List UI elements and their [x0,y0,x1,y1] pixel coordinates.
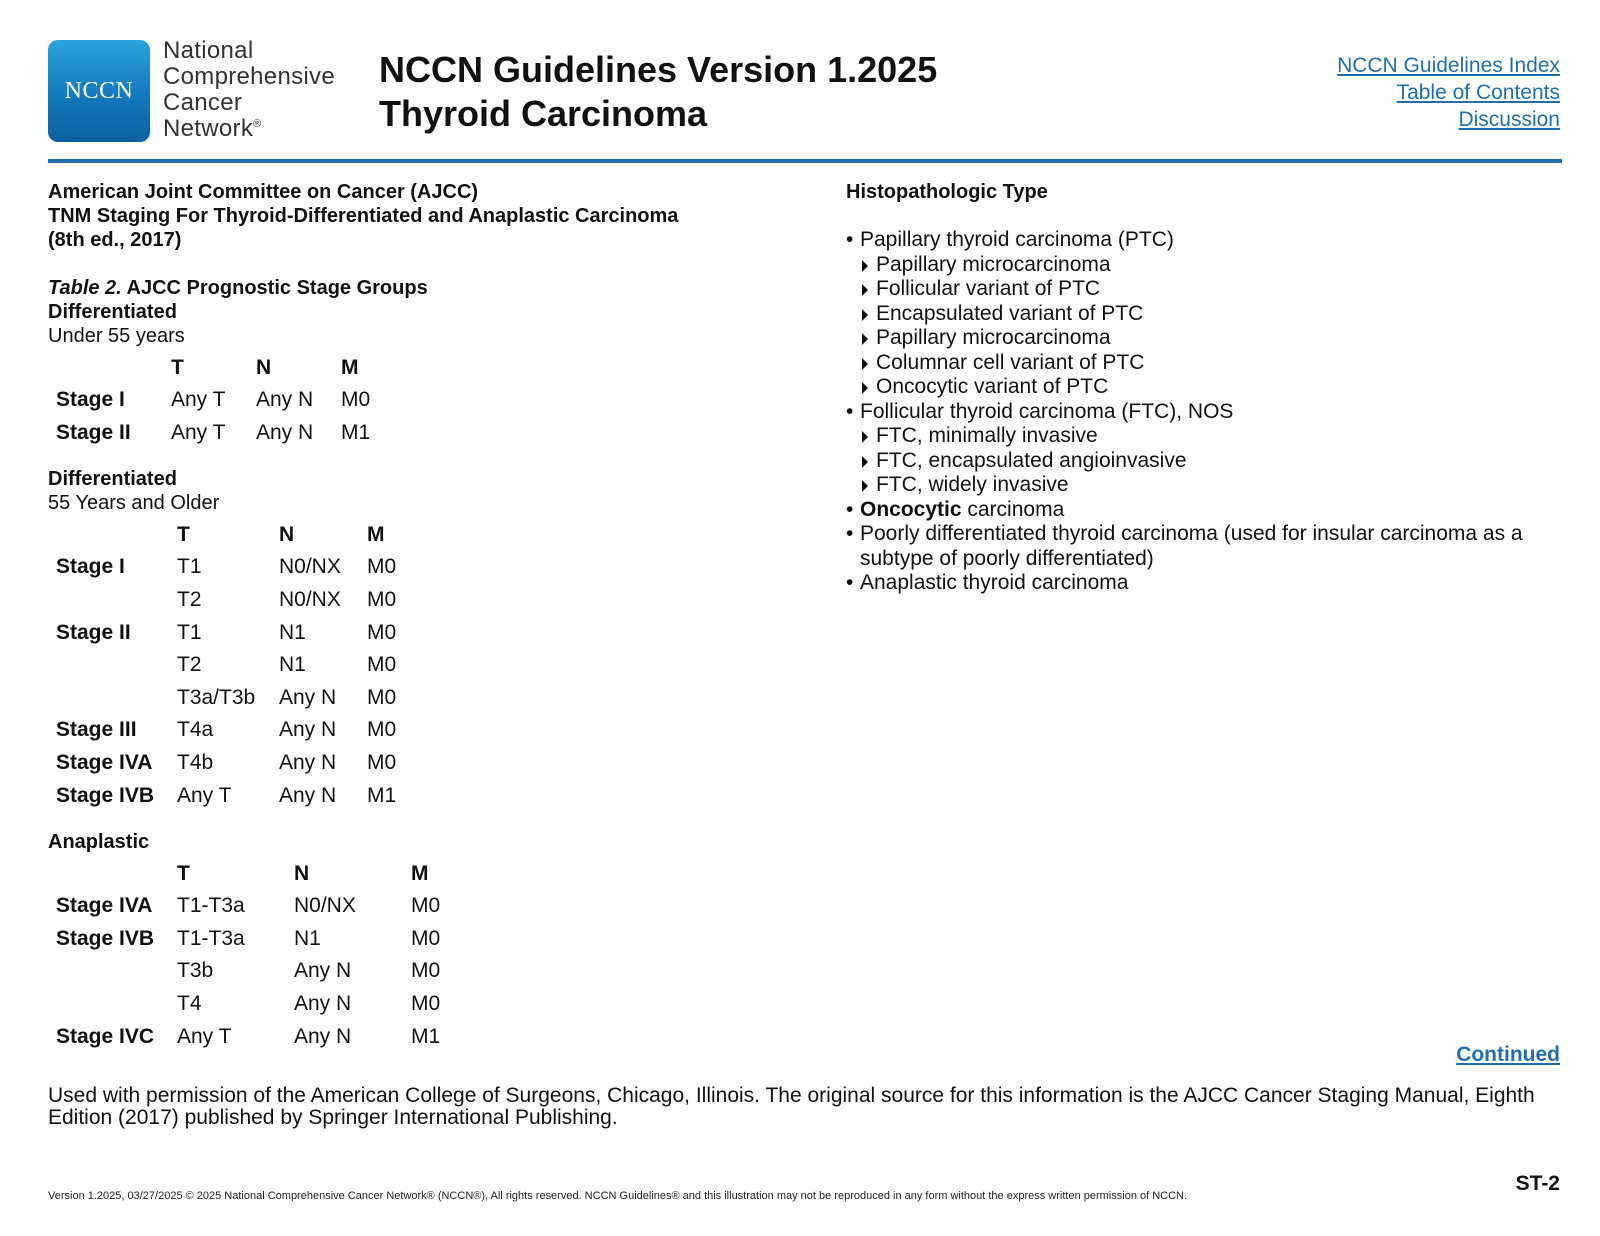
organization-name [163,38,363,142]
stage-table-anaplastic [48,858,471,1053]
n-cell: N1 [279,620,306,644]
sub-list-item: Oncocytic variant of PTC [846,375,1566,400]
stage-cell: Stage IVA [56,894,153,918]
table-row [48,417,401,450]
continued-link[interactable]: Continued [1456,1043,1560,1066]
m-cell: M0 [367,653,397,677]
table-row [48,988,471,1021]
org-line-2: Comprehensive [163,63,335,90]
t-cell: Any T [171,420,226,444]
list-item: • Poorly differentiated thyroid carcinoma (used for insular carcinoma as a subtype of poorly differentiated) [846,522,1566,571]
document-title [379,48,937,136]
stage-cell: Stage II [56,620,131,644]
m-cell: M0 [411,959,441,983]
triangle-bullet-icon [862,358,868,370]
sub-list-item: Papillary microcarcinoma [846,326,1566,351]
t-cell: Any T [177,783,232,807]
table-row [48,649,427,682]
page-number: ST-2 [1515,1172,1560,1195]
stage-cell: Stage IVA [56,751,153,775]
col-header-m: M [367,523,385,547]
stage-cell: Stage IVC [56,1024,155,1048]
t-cell: T4b [177,751,214,775]
t-cell: T4a [177,718,214,742]
stage-table-under-55 [48,352,401,449]
t-cell: T1-T3a [177,894,245,918]
n-cell: Any N [294,1024,352,1048]
staging-section [48,180,808,1053]
guidelines-version-title: NCCN Guidelines Version 1.2025 [379,49,938,90]
n-cell: Any N [279,685,337,709]
table-header-row [48,519,427,551]
stage-cell: Stage II [56,420,131,444]
stage-cell: Stage I [56,555,125,579]
group-differentiated-under-55-subtitle: Under 55 years [48,325,185,347]
triangle-bullet-icon [862,382,868,394]
n-cell: Any N [279,718,337,742]
col-header-m: M [411,861,429,885]
histopathologic-list [846,228,1566,596]
n-cell: N1 [294,926,321,950]
m-cell: M0 [367,718,397,742]
n-cell: N0/NX [294,894,356,918]
table-row [48,384,401,417]
n-cell: Any N [279,783,337,807]
m-cell: M0 [367,555,397,579]
stage-cell: Stage IVB [56,783,155,807]
col-header-n: N [294,861,310,885]
n-cell: N1 [279,653,306,677]
table-row [48,890,471,923]
stage-cell [48,955,177,988]
col-header-t: T [177,861,190,885]
footer-copyright: Version 1.2025, 03/27/2025 © 2025 National Comprehensive Cancer Network® (NCCN®), All rights reserved. NCCN Guidelines® and this illustration may not be reproduced in any form without the express written permission of NCCN. [48,1190,1188,1202]
n-cell: Any N [279,751,337,775]
table-header-row [48,858,471,890]
header-nav-links [1337,52,1560,133]
m-cell: M1 [367,783,397,807]
table-of-contents-link[interactable]: Table of Contents [1396,81,1560,104]
t-cell: T1 [177,620,202,644]
table-row [48,747,427,780]
sub-list-item: FTC, widely invasive [846,473,1566,498]
group-differentiated-under-55-title: Differentiated [48,301,177,323]
list-item: • Papillary thyroid carcinoma (PTC) [846,228,1566,253]
histopathologic-title: Histopathologic Type [846,181,1048,203]
m-cell: M0 [341,388,371,412]
t-cell: T3a/T3b [177,685,256,709]
table-row [48,779,427,812]
table-row [48,923,471,956]
histopathologic-section [846,180,1566,596]
m-cell: M1 [341,420,371,444]
trademark-symbol: ® [253,118,262,130]
sub-list-item: Encapsulated variant of PTC [846,302,1566,327]
m-cell: M0 [411,992,441,1016]
disease-title: Thyroid Carcinoma [379,93,708,134]
triangle-bullet-icon [862,309,868,321]
triangle-bullet-icon [862,456,868,468]
t-cell: T3b [177,959,214,983]
stage-cell [48,649,177,682]
header-divider [48,159,1562,163]
stage-cell [48,682,177,715]
permission-statement: Used with permission of the American College of Surgeons, Chicago, Illinois. The original source for this information is the AJCC Cancer Staging Manual, Eighth Edition (2017) published by Springer International Publishing. [48,1084,1535,1129]
triangle-bullet-icon [862,431,868,443]
sub-list-item: FTC, minimally invasive [846,424,1566,449]
n-cell: Any N [294,959,352,983]
triangle-bullet-icon [862,284,868,296]
table-header-row [48,352,401,384]
stage-cell [48,988,177,1021]
t-cell: T4 [177,992,202,1016]
col-header-m: M [341,356,359,379]
group-differentiated-55-older-title: Differentiated [48,468,177,491]
col-header-t: T [171,356,184,379]
t-cell: Any T [171,388,226,412]
triangle-bullet-icon [862,333,868,345]
sub-list-item: FTC, encapsulated angioinvasive [846,449,1566,474]
n-cell: N0/NX [279,588,341,612]
table-row [48,584,427,617]
stage-cell: Stage IVB [56,926,155,950]
table-title: Table 2. AJCC Prognostic Stage Groups [48,277,428,299]
table-row [48,714,427,747]
m-cell: M0 [367,685,397,709]
sub-list-item: Columnar cell variant of PTC [846,351,1566,376]
triangle-bullet-icon [862,480,868,492]
table-row [48,955,471,988]
staging-heading-line-1: American Joint Committee on Cancer (AJCC) [48,181,479,203]
col-header-t: T [177,523,190,547]
logo-text: NCCN [64,77,134,104]
n-cell: Any N [256,388,314,412]
staging-heading-line-2: TNM Staging For Thyroid-Differentiated and Anaplastic Carcinoma [48,205,679,227]
table-row [48,682,427,715]
m-cell: M1 [411,1024,441,1048]
stage-table-55-older [48,519,427,812]
table-row [48,616,427,649]
stage-cell: Stage I [56,388,125,412]
group-anaplastic-title: Anaplastic [48,830,150,853]
group-differentiated-55-older-subtitle: 55 Years and Older [48,492,220,515]
n-cell: Any N [294,992,352,1016]
list-item: • Oncocytic carcinoma [846,498,1566,523]
table-row [48,1020,471,1053]
n-cell: Any N [256,420,314,444]
m-cell: M0 [367,751,397,775]
t-cell: T2 [177,653,202,677]
m-cell: M0 [411,926,441,950]
org-line-4: Network® [163,115,262,142]
triangle-bullet-icon [862,260,868,272]
staging-heading-line-3: (8th ed., 2017) [48,229,182,251]
stage-cell [48,584,177,617]
m-cell: M0 [367,620,397,644]
list-item: • Follicular thyroid carcinoma (FTC), NOS [846,400,1566,425]
sub-list-item: Follicular variant of PTC [846,277,1566,302]
col-header-n: N [256,356,272,379]
m-cell: M0 [367,588,397,612]
t-cell: T1 [177,555,202,579]
list-item: • Anaplastic thyroid carcinoma [846,571,1566,596]
sub-list-item: Papillary microcarcinoma [846,253,1566,278]
org-line-1: National [163,37,254,64]
guidelines-index-link[interactable]: NCCN Guidelines Index [1337,54,1560,77]
stage-cell: Stage III [56,718,137,742]
t-cell: T1-T3a [177,926,245,950]
t-cell: Any T [177,1024,232,1048]
col-header-n: N [279,523,295,547]
table-row [48,551,427,584]
m-cell: M0 [411,894,441,918]
t-cell: T2 [177,588,202,612]
nccn-logo [48,40,150,142]
discussion-link[interactable]: Discussion [1458,108,1560,131]
n-cell: N0/NX [279,555,341,579]
org-line-3: Cancer [163,89,243,116]
